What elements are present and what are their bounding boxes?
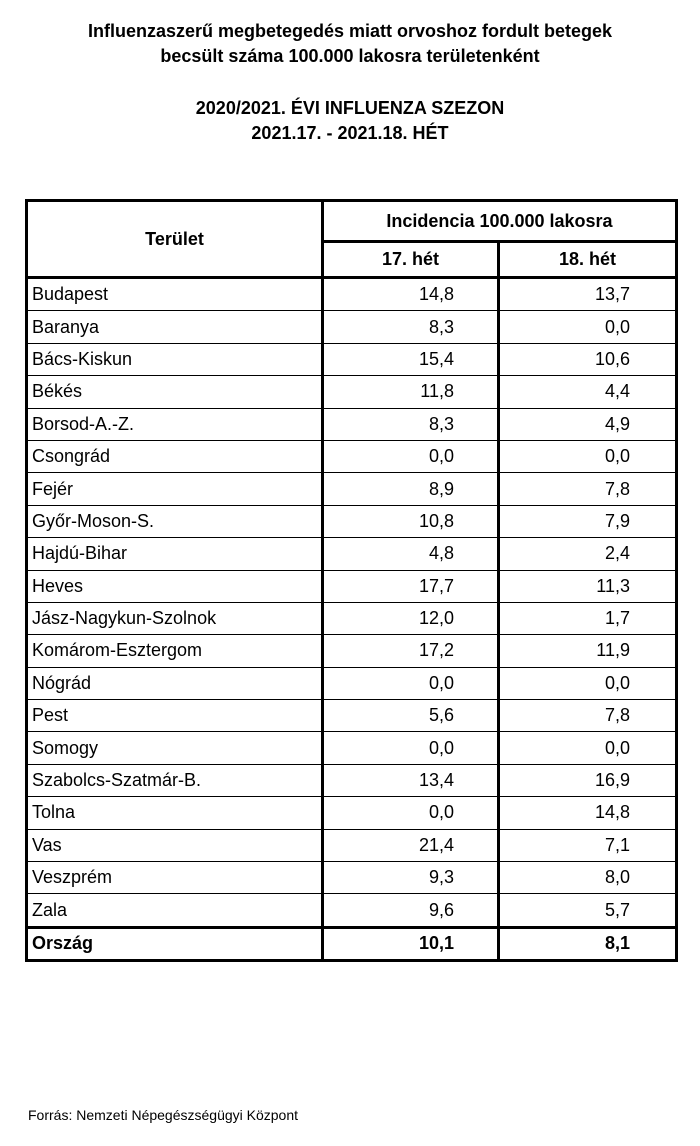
week-17-value: 9,3 xyxy=(323,862,499,894)
total-label: Ország xyxy=(27,927,323,960)
area-name: Hajdú-Bihar xyxy=(27,538,323,570)
week-17-value: 8,3 xyxy=(323,311,499,343)
week-18-value: 7,1 xyxy=(499,829,677,861)
table-row xyxy=(27,732,677,764)
table-row xyxy=(27,570,677,602)
week-17-value: 17,7 xyxy=(323,570,499,602)
total-week-18-value: 8,1 xyxy=(499,927,677,960)
week-17-value: 8,3 xyxy=(323,408,499,440)
week-range-title: 2021.17. - 2021.18. HÉT xyxy=(251,123,449,143)
area-name: Baranya xyxy=(27,311,323,343)
week-18-value: 11,3 xyxy=(499,570,677,602)
area-name: Komárom-Esztergom xyxy=(27,635,323,667)
week-18-value: 11,9 xyxy=(499,635,677,667)
week-17-value: 14,8 xyxy=(323,278,499,311)
table-row xyxy=(27,278,677,311)
season-title: 2020/2021. ÉVI INFLUENZA SZEZON xyxy=(195,98,505,118)
table-row xyxy=(27,764,677,796)
table-row xyxy=(27,473,677,505)
week-18-value: 14,8 xyxy=(499,797,677,829)
week-18-value: 5,7 xyxy=(499,894,677,927)
total-week-17-value: 10,1 xyxy=(323,927,499,960)
area-name: Szabolcs-Szatmár-B. xyxy=(27,764,323,796)
week-18-value: 0,0 xyxy=(499,732,677,764)
table-row xyxy=(27,408,677,440)
header-week-18: 18. hét xyxy=(499,242,677,278)
week-17-value: 0,0 xyxy=(323,732,499,764)
header-week-17: 17. hét xyxy=(323,242,499,278)
table-row xyxy=(27,700,677,732)
source-note: Forrás: Nemzeti Népegészségügyi Központ xyxy=(28,1107,299,1123)
area-name: Veszprém xyxy=(27,862,323,894)
area-name: Csongrád xyxy=(27,440,323,472)
table-row xyxy=(27,667,677,699)
table-row xyxy=(27,829,677,861)
week-17-value: 9,6 xyxy=(323,894,499,927)
week-17-value: 0,0 xyxy=(323,667,499,699)
week-18-value: 16,9 xyxy=(499,764,677,796)
header-area: Terület xyxy=(27,201,323,278)
table-row xyxy=(27,440,677,472)
week-18-value: 0,0 xyxy=(499,667,677,699)
area-name: Győr-Moson-S. xyxy=(27,505,323,537)
week-18-value: 0,0 xyxy=(499,440,677,472)
header-incidence: Incidencia 100.000 lakosra xyxy=(323,201,677,242)
week-17-value: 13,4 xyxy=(323,764,499,796)
table-row xyxy=(27,311,677,343)
week-18-value: 13,7 xyxy=(499,278,677,311)
week-17-value: 0,0 xyxy=(323,440,499,472)
week-18-value: 0,0 xyxy=(499,311,677,343)
week-17-value: 8,9 xyxy=(323,473,499,505)
total-row xyxy=(27,927,677,960)
area-name: Jász-Nagykun-Szolnok xyxy=(27,602,323,634)
title-line-1: Influenzaszerű megbetegedés miatt orvoshoz fordult betegek xyxy=(87,21,613,41)
week-17-value: 15,4 xyxy=(323,343,499,375)
table-row xyxy=(27,797,677,829)
week-18-value: 4,4 xyxy=(499,376,677,408)
table-row xyxy=(27,538,677,570)
area-name: Nógrád xyxy=(27,667,323,699)
table-row xyxy=(27,635,677,667)
week-17-value: 17,2 xyxy=(323,635,499,667)
week-17-value: 10,8 xyxy=(323,505,499,537)
week-18-value: 8,0 xyxy=(499,862,677,894)
table-row xyxy=(27,894,677,927)
table-row xyxy=(27,376,677,408)
area-name: Bács-Kiskun xyxy=(27,343,323,375)
area-name: Borsod-A.-Z. xyxy=(27,408,323,440)
week-18-value: 4,9 xyxy=(499,408,677,440)
week-18-value: 7,8 xyxy=(499,473,677,505)
week-18-value: 7,9 xyxy=(499,505,677,537)
title-line-2: becsült száma 100.000 lakosra területenként xyxy=(160,46,540,66)
incidence-table xyxy=(25,199,678,962)
table-row xyxy=(27,505,677,537)
table-row xyxy=(27,602,677,634)
table-row xyxy=(27,343,677,375)
week-17-value: 0,0 xyxy=(323,797,499,829)
table-row xyxy=(27,862,677,894)
area-name: Zala xyxy=(27,894,323,927)
area-name: Pest xyxy=(27,700,323,732)
week-17-value: 5,6 xyxy=(323,700,499,732)
week-17-value: 21,4 xyxy=(323,829,499,861)
area-name: Budapest xyxy=(27,278,323,311)
week-18-value: 7,8 xyxy=(499,700,677,732)
area-name: Vas xyxy=(27,829,323,861)
week-18-value: 2,4 xyxy=(499,538,677,570)
area-name: Békés xyxy=(27,376,323,408)
week-17-value: 4,8 xyxy=(323,538,499,570)
area-name: Heves xyxy=(27,570,323,602)
area-name: Fejér xyxy=(27,473,323,505)
week-17-value: 12,0 xyxy=(323,602,499,634)
week-17-value: 11,8 xyxy=(323,376,499,408)
week-18-value: 1,7 xyxy=(499,602,677,634)
area-name: Tolna xyxy=(27,797,323,829)
area-name: Somogy xyxy=(27,732,323,764)
week-18-value: 10,6 xyxy=(499,343,677,375)
